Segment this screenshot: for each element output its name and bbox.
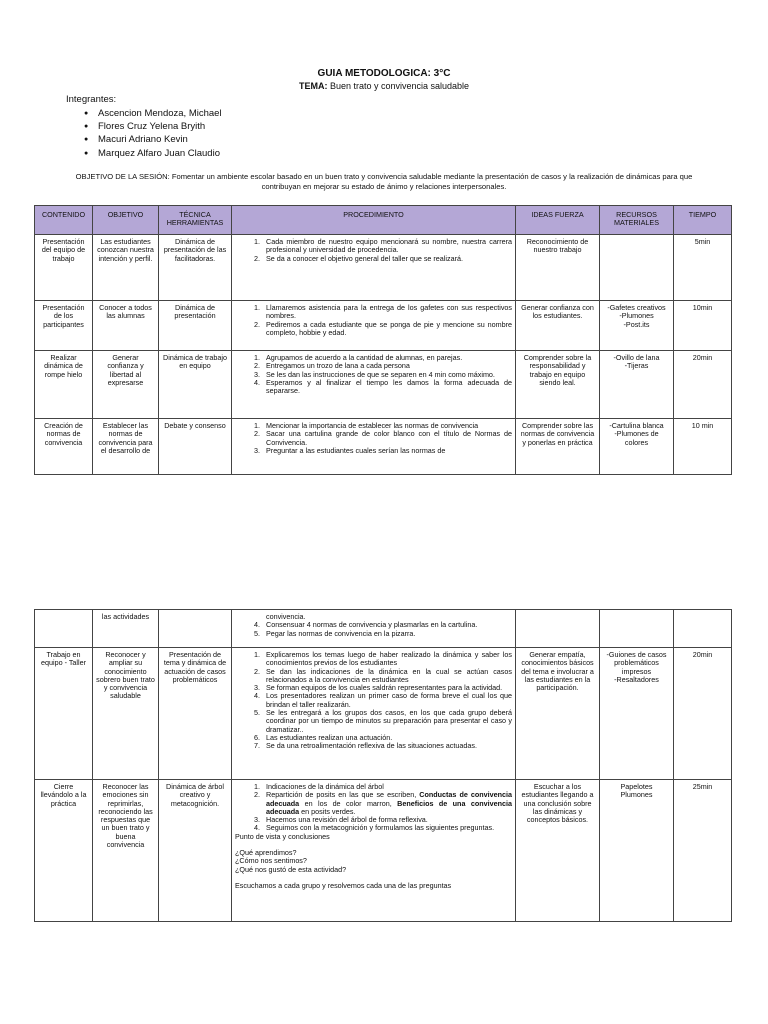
- cell-tecnica: Dinámica de trabajo en equipo: [159, 351, 232, 419]
- cell-tiempo: 10 min: [674, 419, 732, 475]
- cell-procedimiento: [232, 648, 516, 780]
- after-list-line: ¿Qué aprendimos?: [235, 848, 297, 858]
- procedure-step: 3. Preguntar a las estudiantes cuales serían las normas de: [262, 447, 512, 455]
- cell-objetivo: Reconocer las emociones sin reprimirlas, reconociendo las respuestas que un buen trato y buena convivencia: [93, 780, 159, 922]
- methodology-table-continued: [34, 609, 732, 922]
- cell-contenido: Cierre llevándolo a la práctica: [35, 780, 93, 922]
- cell-recursos: -Cartulina blanca -Plumones de colores: [600, 419, 674, 475]
- procedure-step: 5. Se les entregará a los grupos dos casos, en los que cada grupo deberá coordinar por un tiempo de minutos su preparación para presentar el caso y dramatizar..: [262, 709, 512, 734]
- procedure-step: 4. Esperamos y al finalizar el tiempo les damos la forma adecuada de separarse.: [262, 379, 512, 396]
- tema-label: TEMA:: [298, 81, 328, 91]
- cell-tecnica: [159, 610, 232, 648]
- procedure-step: 2. Entregamos un trozo de lana a cada persona: [262, 362, 512, 370]
- step-text: Repartición de posits en las que se escriben,: [266, 790, 420, 800]
- cell-tecnica: Dinámica de árbol creativo y metacognición.: [159, 780, 232, 922]
- table-row: [35, 610, 732, 648]
- cell-objetivo: las actividades: [93, 610, 159, 648]
- header-ideas: IDEAS FUERZA: [516, 206, 600, 235]
- cell-procedimiento: [232, 235, 516, 301]
- after-list-line: Escuchamos a cada grupo y resolvemos cada una de las preguntas: [235, 880, 452, 890]
- cell-procedimiento: [232, 610, 516, 648]
- cell-tiempo: 20min: [674, 351, 732, 419]
- procedure-step: 4. Seguimos con la metacognición y formulamos las siguientes preguntas.: [262, 824, 512, 832]
- cell-tecnica: Dinámica de presentación de las facilitadoras.: [159, 235, 232, 301]
- table-row: [35, 780, 732, 922]
- cell-recursos: Papelotes Plumones: [600, 780, 674, 922]
- cell-procedimiento: [232, 301, 516, 351]
- cell-contenido: Trabajo en equipo - Taller: [35, 648, 93, 780]
- cell-objetivo: Establecer las normas de convivencia para el desarrollo de: [93, 419, 159, 475]
- cell-tiempo: 5min: [674, 235, 732, 301]
- procedure-step: 4. Consensuar 4 normas de convivencia y plasmarlas en la cartulina.: [262, 621, 512, 629]
- table-row: [35, 419, 732, 475]
- cell-objetivo: Conocer a todos las alumnas: [93, 301, 159, 351]
- table-row: [35, 301, 732, 351]
- after-list-line: Punto de vista y conclusiones: [235, 831, 330, 841]
- header-contenido: CONTENIDO: [35, 206, 93, 235]
- cell-recursos: -Ovillo de lana -Tijeras: [600, 351, 674, 419]
- header-recursos: RECURSOS MATERIALES: [600, 206, 674, 235]
- table-header-row: [35, 206, 732, 235]
- methodology-table: [34, 205, 732, 475]
- header-tecnica: TÉCNICA HERRAMIENTAS: [159, 206, 232, 235]
- cell-procedimiento: [232, 780, 516, 922]
- cell-tecnica: Debate y consenso: [159, 419, 232, 475]
- cell-tecnica: Presentación de tema y dinámica de actuación de casos problemáticos: [159, 648, 232, 780]
- cell-ideas: Comprender sobre las normas de convivencia y ponerlas en práctica: [516, 419, 600, 475]
- procedure-step: 6. Las estudiantes realizan una actuación.: [262, 734, 512, 742]
- header-tiempo: TIEMPO: [674, 206, 732, 235]
- cell-contenido: Creación de normas de convivencia: [35, 419, 93, 475]
- procedure-step: 3. Hacemos una revisión del árbol de forma reflexiva.: [262, 816, 512, 824]
- procedure-step: 2. Pediremos a cada estudiante que se ponga de pie y mencione su nombre completo, hobbie y edad.: [262, 321, 512, 338]
- cell-recursos: [600, 235, 674, 301]
- list-item: ● Flores Cruz Yelena Bryith: [98, 120, 222, 133]
- procedure-continuation: convivencia.: [266, 612, 306, 621]
- step-bold-text: Conductas de convivencia adecuada: [266, 790, 513, 808]
- cell-ideas: Generar confianza con los estudiantes.: [516, 301, 600, 351]
- header-objetivo: OBJETIVO: [93, 206, 159, 235]
- procedure-step: 1. Explicaremos los temas luego de haber realizado la dinámica y saber los conocimientos previos de los estudiantes: [262, 651, 512, 668]
- cell-recursos: -Gafetes creativos -Plumones -Post.its: [600, 301, 674, 351]
- cell-procedimiento: [232, 351, 516, 419]
- table-row: [35, 351, 732, 419]
- procedure-step: 2. Sacar una cartulina grande de color blanco con el título de Normas de Convivencia.: [262, 430, 512, 447]
- procedure-step: 5. Pegar las normas de convivencia en la pizarra.: [262, 630, 512, 638]
- tema-line: [0, 81, 768, 91]
- procedure-step: 2. Se dan las indicaciones de la dinámica en la cual se actúan casos relacionados a la convivencia en estudiantes: [262, 668, 512, 685]
- document-title: GUIA METODOLOGICA: 3°C: [317, 68, 451, 79]
- procedure-step: 4. Los presentadores realizan un primer caso de forma breve el cual los que brindan el taller realizarán.: [262, 692, 512, 709]
- procedure-step: 1. Indicaciones de la dinámica del árbol: [262, 783, 512, 791]
- procedure-step: 2. Se da a conocer el objetivo general del taller que se realizará.: [262, 255, 512, 263]
- step-bold-text: Beneficios de una convivencia adecuada: [266, 798, 512, 816]
- procedure-step: [262, 791, 512, 816]
- procedure-step: 1. Llamaremos asistencia para la entrega de los gafetes con sus respectivos nombres.: [262, 304, 512, 321]
- cell-tecnica: Dinámica de presentación: [159, 301, 232, 351]
- session-objective: OBJETIVO DE LA SESIÓN: Fomentar un ambiente escolar basado en un buen trato y convivencia saludable mediante la presentación de casos y la realización de dinámicas para que contribuyan en mejorar su estado de ánimo y relaciones interpersonales.: [75, 172, 693, 191]
- cell-tiempo: 20min: [674, 648, 732, 780]
- after-list-line: ¿Cómo nos sentimos?: [235, 856, 307, 866]
- cell-tiempo: [674, 610, 732, 648]
- cell-objetivo: Reconocer y ampliar su conocimiento sobrero buen trato y convivencia saludable: [93, 648, 159, 780]
- header-procedimiento: PROCEDIMIENTO: [232, 206, 516, 235]
- table-row: [35, 235, 732, 301]
- procedure-step: 3. Se forman equipos de los cuales saldrán representantes para la actividad.: [262, 684, 512, 692]
- cell-ideas: Comprender sobre la responsabilidad y trabajo en equipo siendo leal.: [516, 351, 600, 419]
- cell-recursos: -Guiones de casos problemáticos impresos -Resaltadores: [600, 648, 674, 780]
- integrantes-label: Integrantes:: [66, 94, 117, 105]
- tema-value: Buen trato y convivencia saludable: [327, 81, 470, 91]
- cell-contenido: Presentación del equipo de trabajo: [35, 235, 93, 301]
- after-list-line: ¿Qué nos gustó de esta actividad?: [235, 864, 347, 874]
- procedure-step: 1. Cada miembro de nuestro equipo mencionará su nombre, nuestra carrera profesional y universidad de procedencia.: [262, 238, 512, 255]
- procedure-step: 3. Se les dan las instrucciones de que se separen en 4 min como máximo.: [262, 371, 512, 379]
- list-item: ● Ascencion Mendoza, Michael: [98, 107, 222, 120]
- cell-objetivo: Generar confianza y libertad al expresarse: [93, 351, 159, 419]
- cell-procedimiento: [232, 419, 516, 475]
- cell-tiempo: 25min: [674, 780, 732, 922]
- procedure-step: 7. Se da una retroalimentación reflexiva de las situaciones actuadas.: [262, 742, 512, 750]
- cell-ideas: Escuchar a los estudiantes llegando a una conclusión sobre las dinámicas y conceptos básicos.: [516, 780, 600, 922]
- cell-contenido: Presentación de los participantes: [35, 301, 93, 351]
- list-item: ● Macuri Adriano Kevin: [98, 133, 222, 146]
- cell-tiempo: 10min: [674, 301, 732, 351]
- table-row: [35, 648, 732, 780]
- integrantes-list: [66, 107, 222, 160]
- cell-contenido: [35, 610, 93, 648]
- cell-ideas: [516, 610, 600, 648]
- list-item: ● Marquez Alfaro Juan Claudio: [98, 147, 222, 160]
- cell-recursos: [600, 610, 674, 648]
- procedure-step: 1. Mencionar la importancia de establecer las normas de convivencia: [262, 422, 512, 430]
- step-text: en los de color marron,: [299, 798, 398, 808]
- cell-objetivo: Las estudiantes conozcan nuestra intención y perfil.: [93, 235, 159, 301]
- procedure-step: 1. Agrupamos de acuerdo a la cantidad de alumnas, en parejas.: [262, 354, 512, 362]
- cell-ideas: Generar empatía, conocimientos básicos del tema e involucrar a las estudiantes en la participación.: [516, 648, 600, 780]
- cell-contenido: Realizar dinámica de rompe hielo: [35, 351, 93, 419]
- step-text: en posits verdes.: [299, 806, 356, 816]
- cell-ideas: Reconocimiento de nuestro trabajo: [516, 235, 600, 301]
- integrantes-section: [66, 94, 222, 160]
